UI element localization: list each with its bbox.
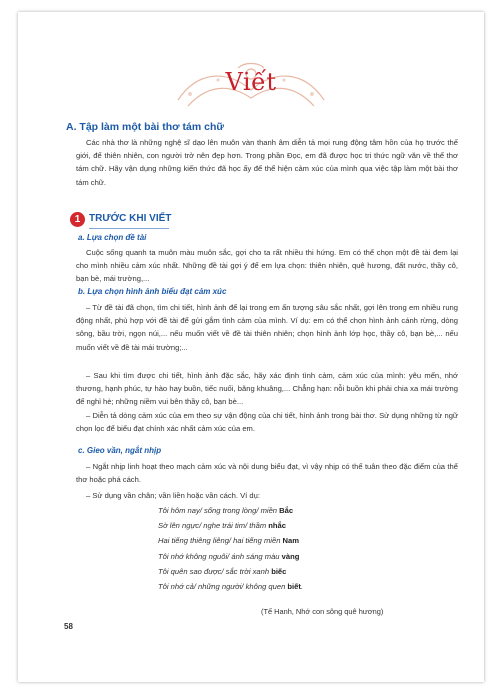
poem-line: Tôi nhớ cả/ những người/ không quen biết. bbox=[158, 582, 304, 592]
poem-line: Tôi hôm nay/ sống trong lòng/ miền Bắc bbox=[158, 506, 294, 515]
section-number-badge: 1 bbox=[70, 212, 85, 227]
poem-line: Tôi nhớ không nguôi/ ánh sáng màu vàng bbox=[158, 551, 300, 561]
poem-line: Sờ lên ngực/ nghe trái tim/ thầm nhắc bbox=[158, 521, 287, 531]
poem-credit: (Tế Hanh, Nhớ con sông quê hương) bbox=[261, 607, 384, 616]
sub-heading-b: b. Lựa chọn hình ảnh biểu đạt cảm xúc bbox=[78, 287, 227, 296]
poem-example bbox=[158, 503, 458, 594]
sub-c-text-2: – Sử dụng vần chân; vần liền hoặc vần cách. Ví dụ: bbox=[86, 491, 260, 500]
sub-c-text-1: – Ngắt nhịp linh hoạt theo mạch cảm xúc và nội dung biểu đạt, vì vậy nhịp có thể tuân theo đặc điểm của thể thơ hoặc phá cách. bbox=[76, 462, 458, 485]
page-title: Viết bbox=[225, 68, 277, 96]
page-number: 58 bbox=[64, 622, 73, 631]
sub-a-text: Cuộc sống quanh ta muôn màu muôn sắc, gợi cho ta rất nhiều thi hứng. Em có thể chọn một đề tài đem lại cho mình nhiều cảm xúc nhất. Những đề tài gợi ý để em lựa chọn: thiên nhiên, quê hương, đất nước, thầy cô, bạn bè, mái trường,... bbox=[76, 248, 458, 284]
sub-heading-c: c. Gieo vần, ngắt nhịp bbox=[78, 446, 162, 455]
textbook-page bbox=[18, 12, 484, 682]
sub-b-text-2: – Sau khi tìm được chi tiết, hình ảnh đặc sắc, hãy xác định tình cảm, cảm xúc của mình: yêu mến, nhớ thương, hạnh phúc, tự hào hay buồn, tiếc nuối, băng khuâng,... Chẳng hạn: nỗi buồn khi phải chia xa mái trường để nghỉ hè; những niềm vui bên thầy cô, bạn bè... bbox=[76, 371, 458, 407]
sub-heading-a: a. Lựa chọn đề tài bbox=[78, 233, 147, 242]
section-a-intro: Các nhà thơ là những nghệ sĩ dạo lên muôn vàn thanh âm diễn tả mọi rung động tâm hồn của họ trước thế giới, để thiên nhiên, con người trở nên đẹp hơn. Trong phần Đọc, em đã được học tri thức ngữ văn về thể thơ tám chữ. Hãy vận dụng những kiến thức đã học ấy để thể hiện cảm xúc của mình qua việc tập làm một bài thơ tám chữ. bbox=[76, 138, 458, 187]
poem-line: Hai tiếng thiêng liêng/ hai tiếng miền Nam bbox=[158, 536, 300, 546]
section-1-label: TRƯỚC KHI VIẾT bbox=[89, 213, 172, 224]
section-underline bbox=[89, 228, 169, 229]
sub-b-text-1: – Từ đề tài đã chọn, tìm chi tiết, hình ảnh để lại trong em ấn tượng sâu sắc nhất, gợi lên trong em nhiều rung động nhất, phù hợp với đề tài để gửi gắm tình cảm của mình. Ví dụ: em có thể chọn hình ảnh cánh rừng, dòng sông, bầu trời, ngọn núi,... nếu muốn viết về đề tài thiên nhiên; chọn hình ảnh lớp học, thầy cô, bạn bè,... nếu muốn viết về đề tài mái trường;... bbox=[76, 303, 458, 352]
sub-b-text-3: – Diễn tả dòng cảm xúc của em theo sự vận động của chi tiết, hình ảnh trong bài thơ. Sử dụng những từ ngữ chọn lọc để biểu đạt chính xác nhất cảm xúc của em. bbox=[76, 411, 458, 434]
section-a-heading: A. Tập làm một bài thơ tám chữ bbox=[66, 121, 225, 133]
poem-line: Tôi quên sao được/ sắc trời xanh biếc bbox=[158, 566, 287, 576]
